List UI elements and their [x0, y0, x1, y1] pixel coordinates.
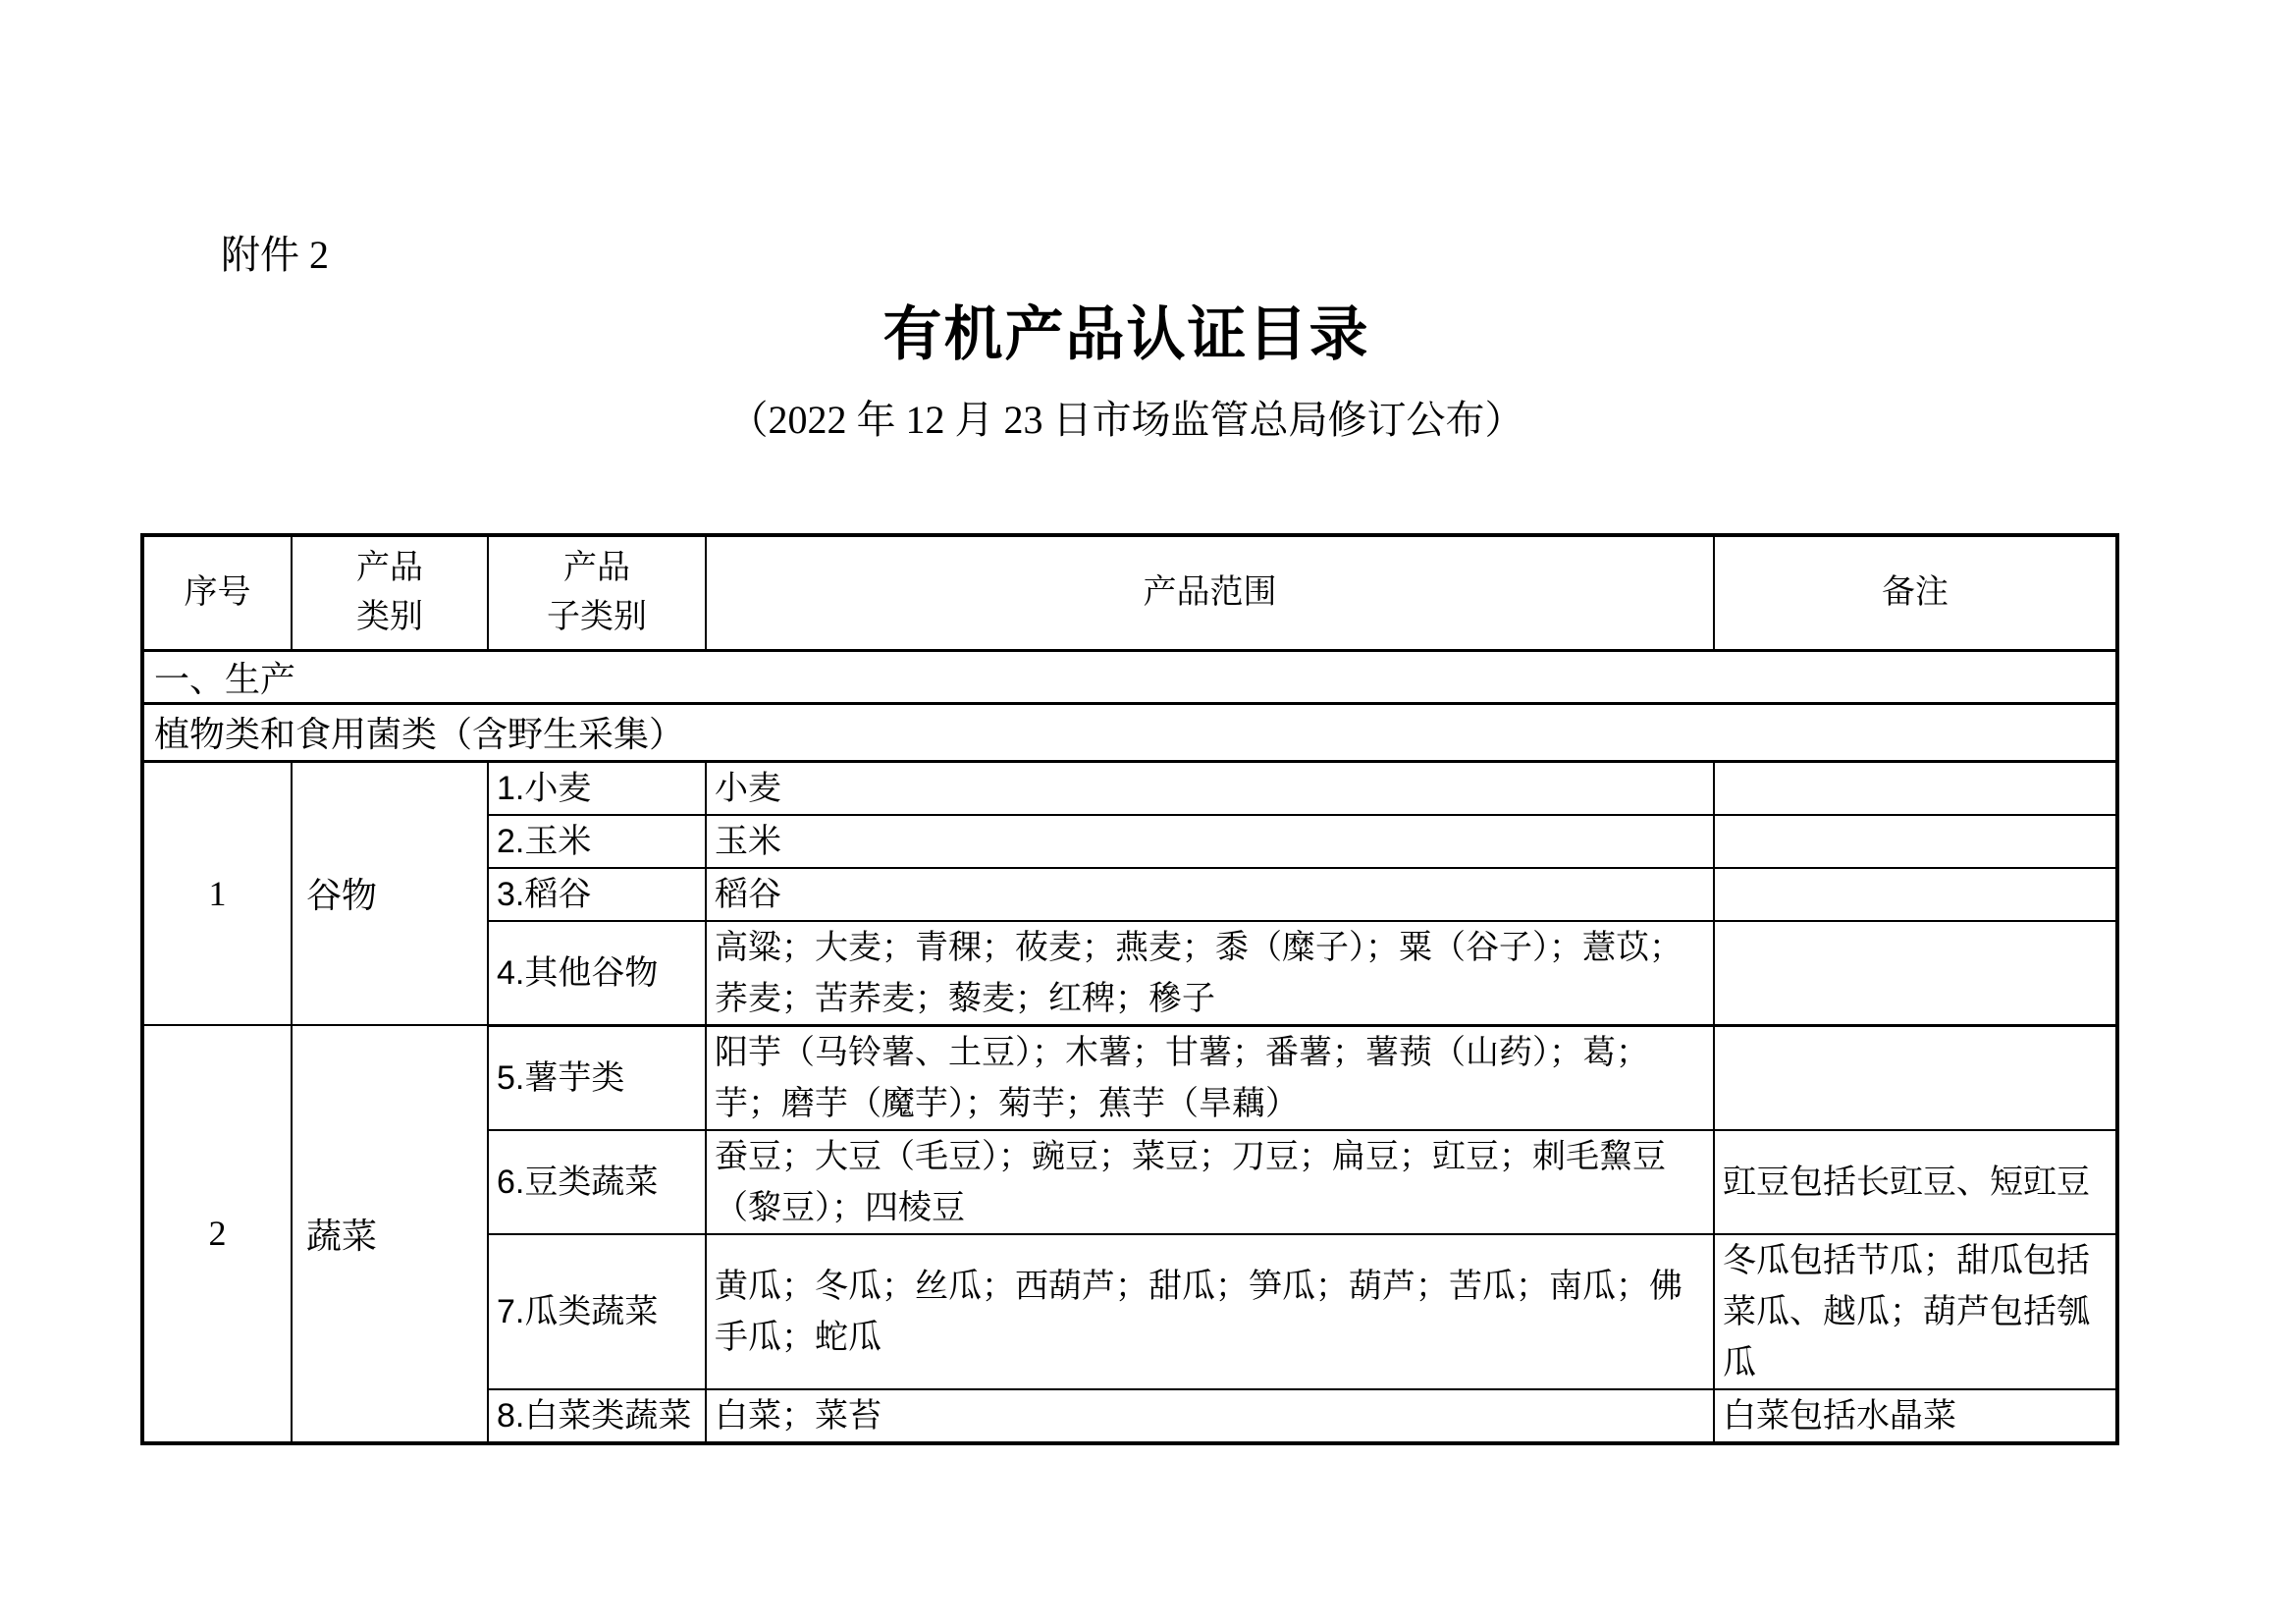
- remark-cell: [1714, 761, 2117, 815]
- subcategory-cell: 1.小麦: [488, 761, 706, 815]
- remark-cell: 豇豆包括长豇豆、短豇豆: [1714, 1130, 2117, 1234]
- group-category: 蔬菜: [292, 1025, 488, 1443]
- header-subcategory-line1: 产品: [563, 549, 630, 586]
- section-row-production: [142, 650, 2117, 703]
- group-index: 2: [142, 1025, 292, 1443]
- header-scope: 产品范围: [706, 535, 1714, 650]
- remark-cell: [1714, 1025, 2117, 1130]
- remark-cell: [1714, 868, 2117, 921]
- remark-cell: [1714, 921, 2117, 1026]
- header-category-line1: 产品: [356, 549, 423, 586]
- attachment-label: 附件 2: [221, 233, 329, 277]
- remark-cell: 冬瓜包括节瓜；甜瓜包括菜瓜、越瓜；葫芦包括瓠瓜: [1714, 1234, 2117, 1389]
- scope-cell: 小麦: [706, 761, 1714, 815]
- document-title: 有机产品认证目录: [882, 301, 1370, 367]
- scope-cell: 阳芋（马铃薯、土豆）；木薯；甘薯；番薯；薯蓣（山药）；葛；芋；磨芋（魔芋）；菊芋；蕉芋（旱藕）: [706, 1025, 1714, 1130]
- header-category-line2: 类别: [356, 598, 423, 635]
- header-remark: 备注: [1714, 535, 2117, 650]
- subcategory-cell: 2.玉米: [488, 815, 706, 868]
- scope-cell: 蚕豆；大豆（毛豆）；豌豆；菜豆；刀豆；扁豆；豇豆；刺毛黧豆（黎豆）；四棱豆: [706, 1130, 1714, 1234]
- subcategory-cell: 6.豆类蔬菜: [488, 1130, 706, 1234]
- header-category: [292, 535, 488, 650]
- subcategory-cell: 3.稻谷: [488, 868, 706, 921]
- certification-catalog-table: [140, 533, 2119, 1445]
- subcategory-cell: 8.白菜类蔬菜: [488, 1389, 706, 1443]
- scope-cell: 黄瓜；冬瓜；丝瓜；西葫芦；甜瓜；笋瓜；葫芦；苦瓜；南瓜；佛手瓜；蛇瓜: [706, 1234, 1714, 1389]
- section-row-plants: [142, 703, 2117, 761]
- group-index: 1: [142, 761, 292, 1025]
- subcategory-cell: 7.瓜类蔬菜: [488, 1234, 706, 1389]
- scope-cell: 稻谷: [706, 868, 1714, 921]
- section-label: 一、生产: [142, 650, 2117, 703]
- document-subtitle: （2022 年 12 月 23 日市场监管总局修订公布）: [728, 398, 1524, 442]
- remark-cell: 白菜包括水晶菜: [1714, 1389, 2117, 1443]
- scope-cell: 高粱；大麦；青稞；莜麦；燕麦；黍（糜子）；粟（谷子）；薏苡；荞麦；苦荞麦；藜麦；红稗；穇子: [706, 921, 1714, 1026]
- scope-cell: 玉米: [706, 815, 1714, 868]
- header-subcategory-line2: 子类别: [547, 598, 647, 635]
- header-subcategory: [488, 535, 706, 650]
- table-row: [142, 761, 2117, 815]
- subcategory-cell: 4.其他谷物: [488, 921, 706, 1026]
- section-label: 植物类和食用菌类（含野生采集）: [142, 703, 2117, 761]
- header-index: 序号: [142, 535, 292, 650]
- group-category: 谷物: [292, 761, 488, 1025]
- table-header-row: [142, 535, 2117, 650]
- scope-cell: 白菜；菜苔: [706, 1389, 1714, 1443]
- table-row: [142, 1025, 2117, 1130]
- subcategory-cell: 5.薯芋类: [488, 1025, 706, 1130]
- remark-cell: [1714, 815, 2117, 868]
